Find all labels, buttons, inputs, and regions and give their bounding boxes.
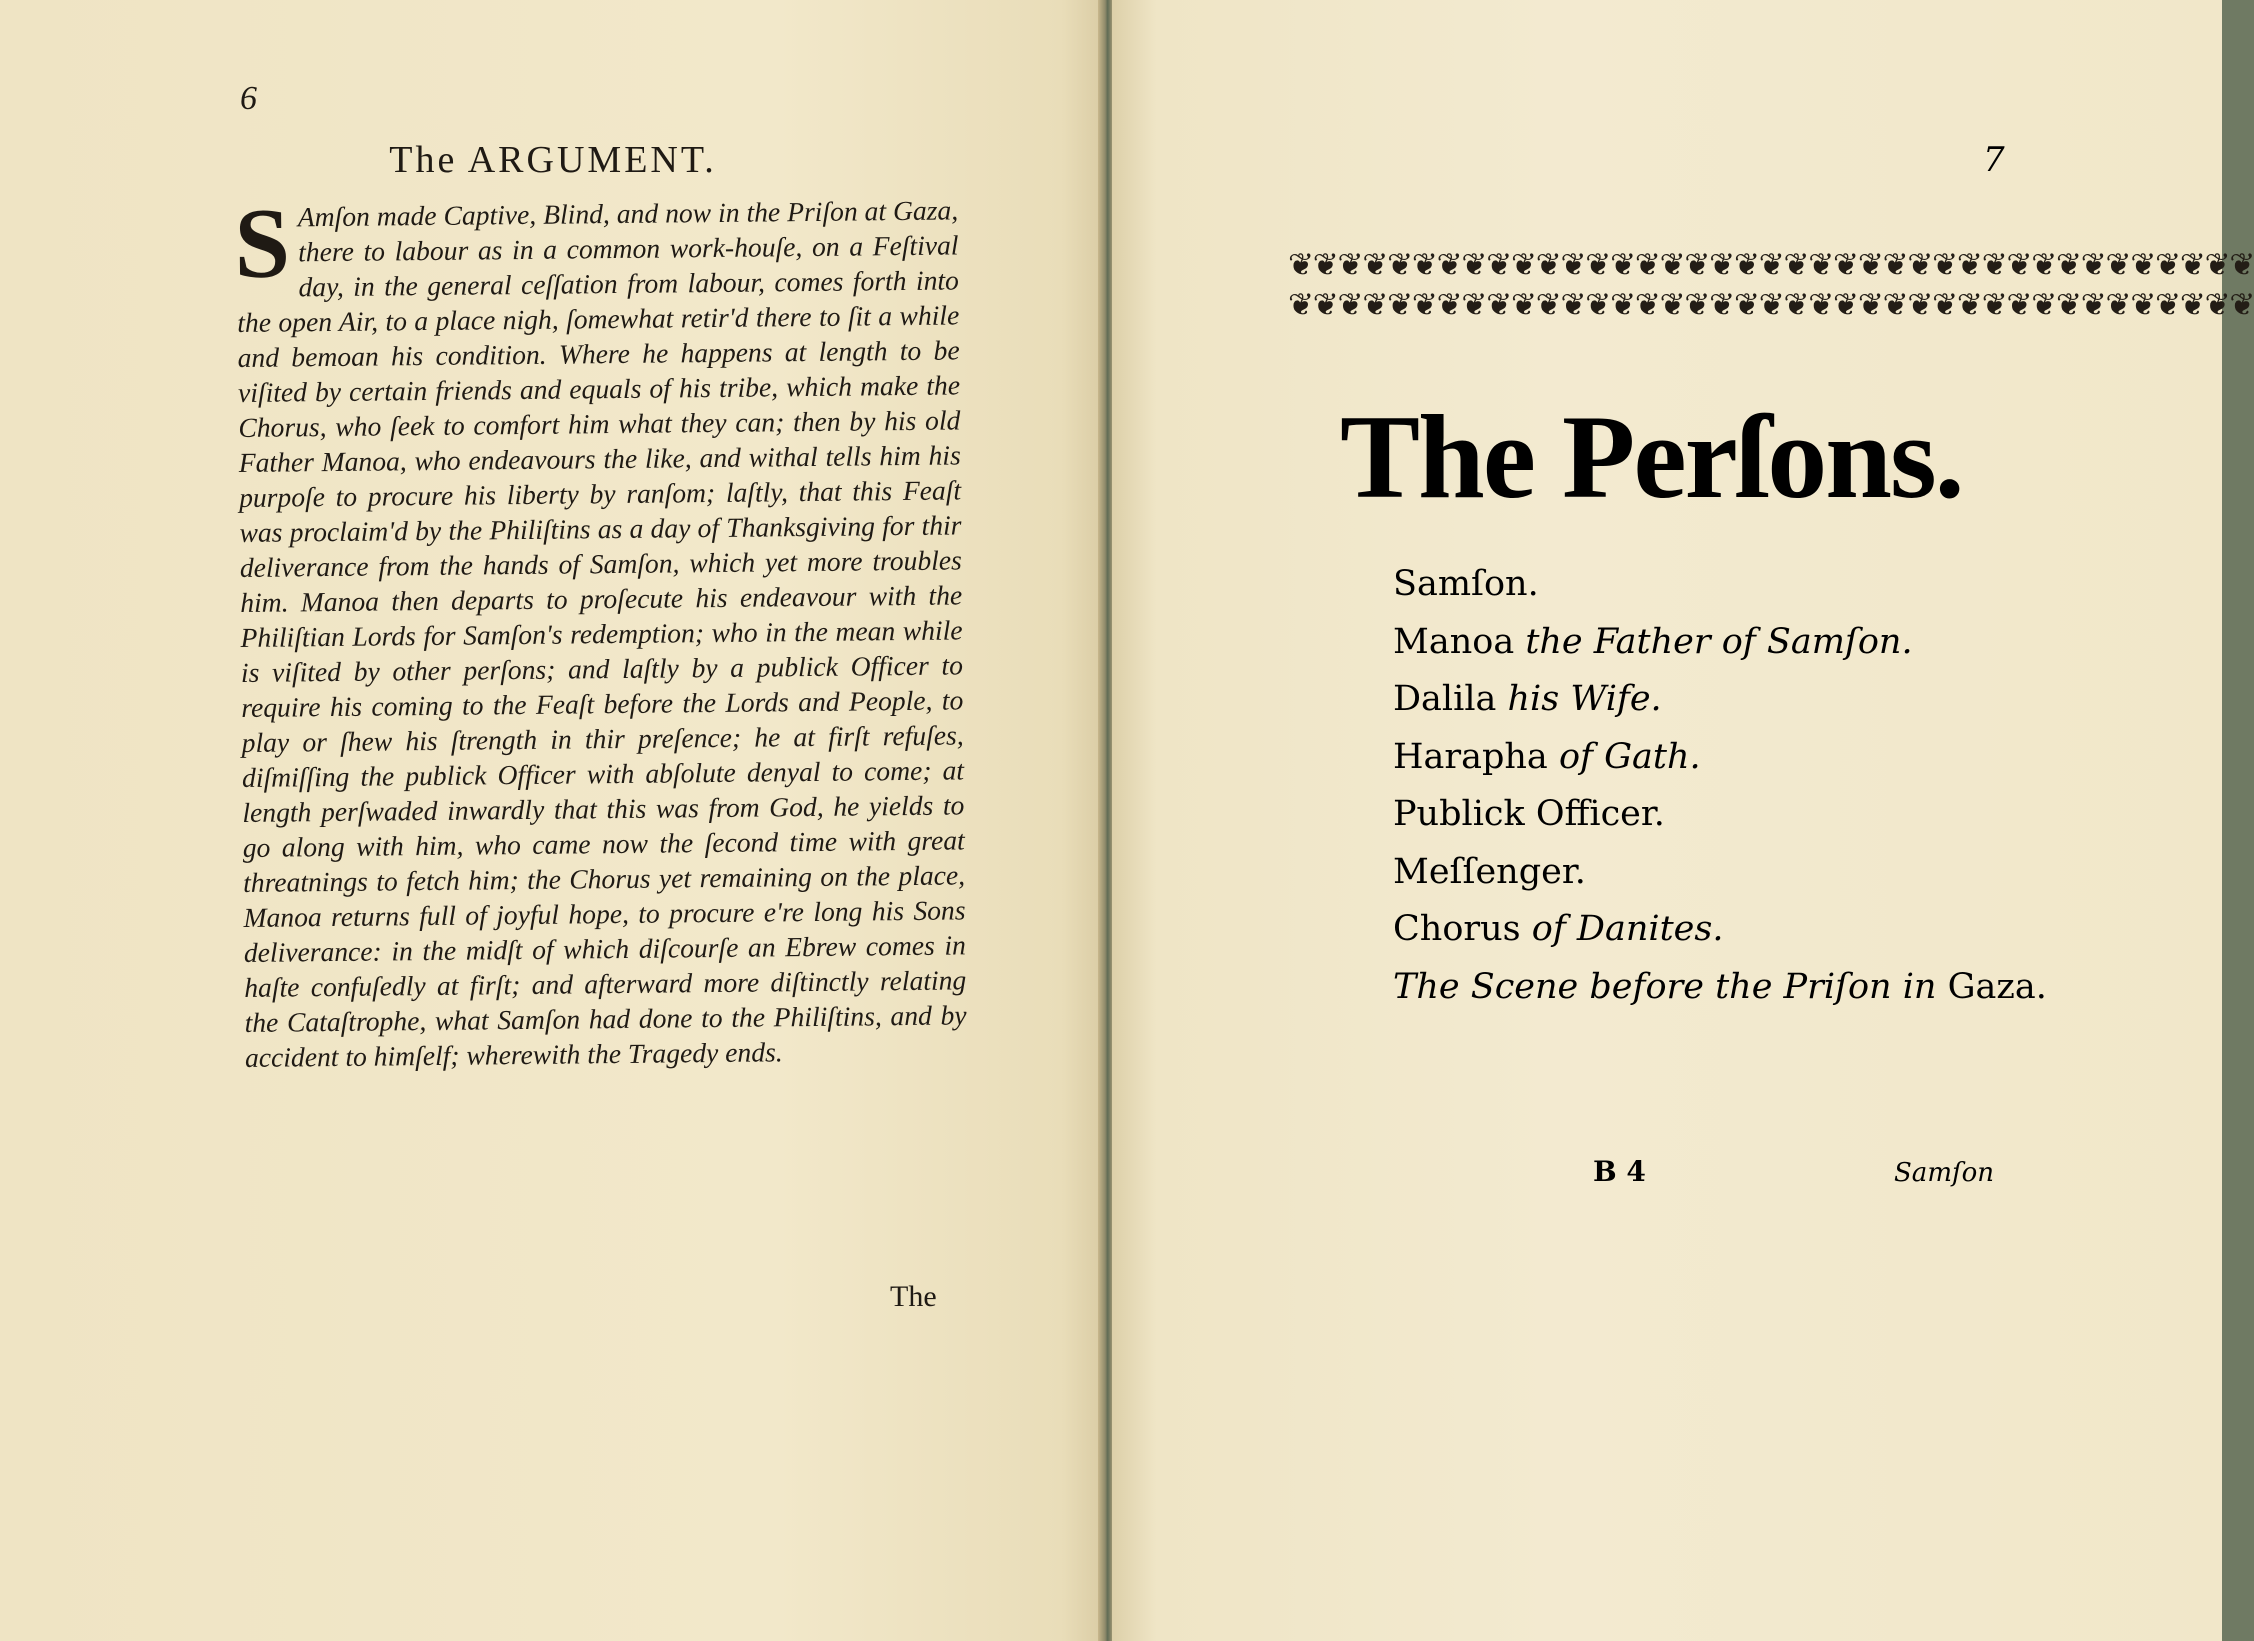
- persons-list: [1393, 556, 2047, 1016]
- ornament-row-top: ❦❦❦❦❦❦❦❦❦❦❦❦❦❦❦❦❦❦❦❦❦❦❦❦❦❦❦❦❦❦❦❦❦❦❦❦❦❦❦: [1288, 247, 2254, 283]
- page-number-right: 7: [1983, 140, 2005, 180]
- argument-title: The ARGUMENT.: [389, 139, 717, 181]
- argument-text: [233, 187, 967, 1075]
- person-name: Harapha: [1393, 736, 1548, 777]
- person-detail: of Gath.: [1547, 736, 1701, 777]
- person-item: [1393, 901, 2033, 959]
- persons-title: The Perſons.: [1340, 390, 1963, 523]
- person-name: Manoa: [1393, 621, 1515, 662]
- ornament-row-bottom: ❦❦❦❦❦❦❦❦❦❦❦❦❦❦❦❦❦❦❦❦❦❦❦❦❦❦❦❦❦❦❦❦❦❦❦❦❦❦❦: [1288, 287, 2254, 323]
- person-item: [1393, 729, 2033, 787]
- person-item: [1393, 614, 2033, 672]
- catchword-left: The: [890, 1280, 937, 1313]
- person-name: Samſon.: [1393, 564, 1539, 604]
- page-number-left: 6: [240, 80, 257, 117]
- person-item: [1393, 671, 2033, 729]
- signature-mark: B 4: [1593, 1155, 1646, 1188]
- person-name: Chorus: [1393, 909, 1521, 949]
- person-name: Publick Officer.: [1393, 794, 1665, 834]
- person-name: Meſſenger.: [1393, 851, 1586, 892]
- scene-place: Gaza.: [1936, 966, 2047, 1007]
- person-item: [1393, 786, 2033, 844]
- scene-text: The Scene before the Priſon in: [1393, 966, 1937, 1007]
- scene-line: [1393, 959, 2047, 1017]
- person-item: [1393, 844, 2033, 902]
- catchword-right: Samſon: [1894, 1158, 1994, 1188]
- fleuron-ornament-band: [1288, 245, 2254, 325]
- drop-cap: S: [233, 187, 291, 300]
- person-item: [1393, 556, 2033, 614]
- person-detail: the Father of Samſon.: [1514, 621, 1913, 662]
- person-name: Dalila: [1393, 679, 1497, 719]
- left-page: [0, 0, 1106, 1641]
- argument-paragraph: Amſon made Captive, Blind, and now in the Priſon at Gaza, there to labour as in a common work-houſe, on a Feſtival day, in the general ceſſation from labour, comes forth into the open Air, to a place nigh, ſomewhat retir'd there to ſit a while and bemoan his condition. Where he happens at length to be viſited by certain friends and equals of his tribe, which make the Chorus, who ſeek to comfort him what they can; then by his old Father Manoa, who endeavours the like, and withal tells him his purpoſe to procure his liberty by ranſom; laſtly, that this Feaſt was proclaim'd by the Philiſtins as a day of Thanksgiving for thir deliverance from the hands of Samſon, which yet more troubles him. Manoa then departs to proſecute his endeavour with the Philiſtian Lords for Samſon's redemption; who in the mean while is viſited by other perſons; and laſtly by a publick Officer to require his coming to the Feaſt before the Lords and People, to play or ſhew his ſtrength in thir preſence; he at firſt refuſes, diſmiſſing the publick Officer with abſolute denyal to come; at length perſwaded inwardly that this was from God, he yields to go along with him, who came now the ſecond time with great threatnings to fetch him; the Chorus yet remaining on the place, Manoa returns full of joyful hope, to procure e're long his Sons deliverance: in the midſt of which diſcourſe an Ebrew comes in haſte confuſedly at firſt; and afterward more diſtinctly relating the Cataſtrophe, what Samſon had done to the Philiſtins, and by accident to himſelf; wherewith the Tragedy ends.: [237, 194, 967, 1073]
- person-detail: his Wife.: [1496, 679, 1662, 719]
- person-detail: of Danites.: [1520, 909, 1724, 949]
